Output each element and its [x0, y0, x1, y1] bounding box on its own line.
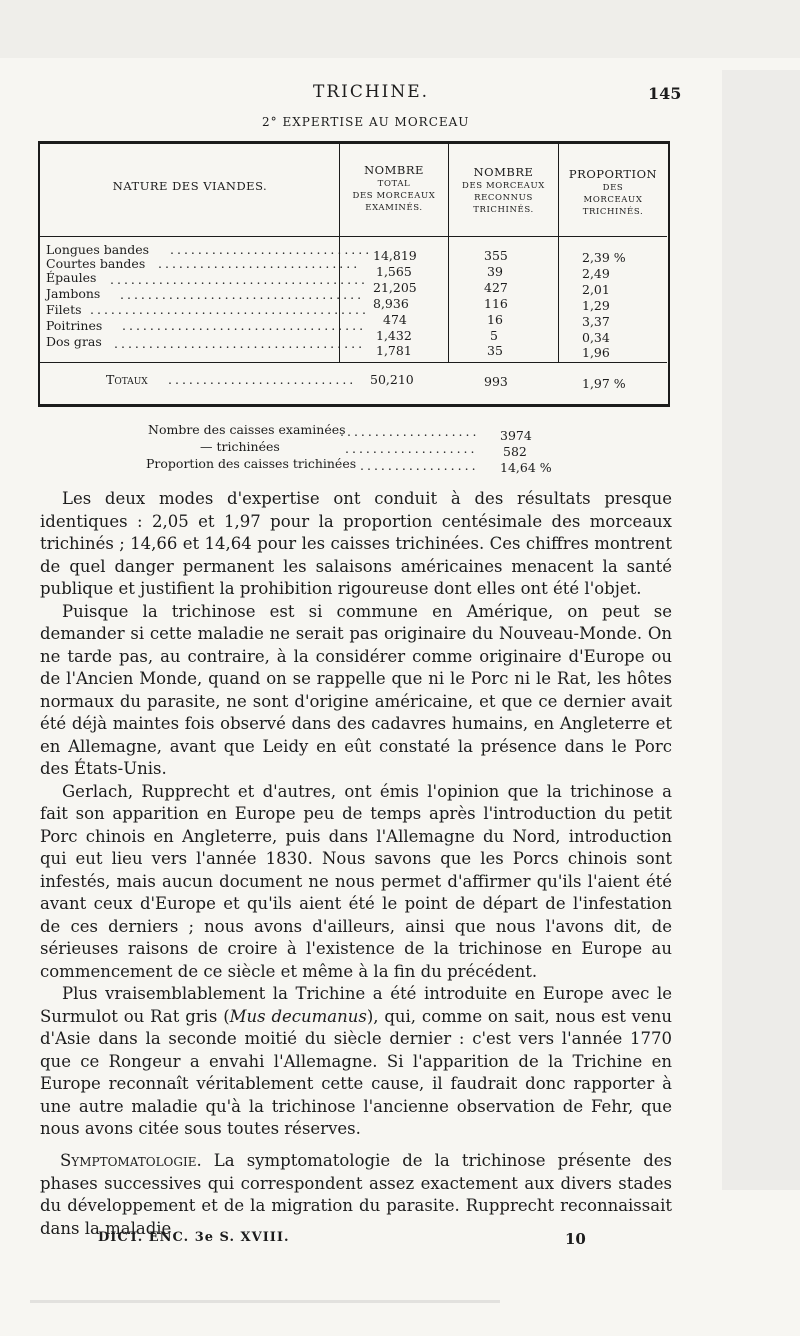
cell-proportion: 3,37 — [582, 314, 610, 329]
header-nature: NATURE DES VIANDES. — [112, 179, 268, 193]
leader-dots: ................. — [360, 458, 479, 473]
summary-value: 3974 — [500, 428, 532, 443]
summary-label: — trichinées — [200, 439, 280, 454]
leader-dots: ............................. — [158, 256, 361, 271]
leader-dots: ................................... — [122, 318, 367, 333]
page-number: 145 — [648, 84, 682, 103]
totals-total: 50,210 — [370, 372, 414, 387]
cell-trichines: 5 — [490, 328, 498, 343]
cell-trichines: 39 — [487, 264, 503, 279]
header-total-sub: TOTAL DES MORCEAUX EXAMINÉS. — [352, 179, 436, 213]
paragraph-text: Plus vraisemblablement la Trichine a été introduite en Europe avec le Surmulot ou Rat gris ( — [40, 984, 672, 1026]
cell-proportion: 1,29 — [582, 298, 610, 313]
sheet-number: 10 — [565, 1230, 586, 1248]
summary-value: 14,64 % — [500, 460, 552, 475]
cell-proportion: 1,96 — [582, 345, 610, 360]
cell-total: 1,565 — [376, 264, 412, 279]
cell-total: 1,781 — [376, 343, 412, 358]
cell-total: 14,819 — [373, 248, 417, 263]
paragraph — [40, 983, 672, 1141]
totals-trichines: 993 — [484, 374, 508, 389]
data-table — [38, 141, 670, 407]
paragraph-text: ), qui, comme on sait, nous est venu d'Asie dans la seconde moitié du siècle dernier : c'est vers l'année 1770 que ce Rongeur a envahi l'Allemagne. Si l'apparition de la Trichine en Europe reconnaît véritablement cette cause, il faudrait donc rapporter à une autre maladie qu'à la trichinose l'ancienne observation de Fehr, que nous avons citée sous toutes réserves. — [40, 1006, 673, 1138]
leader-dots: ........................... — [168, 372, 357, 387]
row-label: Poitrines — [46, 318, 103, 333]
cell-total: 474 — [383, 312, 407, 327]
paragraph: Puisque la trichinose est si commune en Amérique, on peut se demander si cette maladie ne serait pas originaire du Nouveau-Monde. On ne tarde pas, au contraire, à la considérer comme originaire d'Europe ou de l'Ancien Monde, quand on se rappelle que ni le Porc ni le Rat, les hôtes normaux du parasite, ne sont d'origine américaine, et que ce dernier avait été déjà maintes fois observé dans des cadavres humains, en Angleterre et en Allemagne, avant que Leidy en eût constaté la présence dans le Porc des États-Unis. — [40, 601, 672, 778]
paragraph-text: La symptomatologie de la trichinose présente des phases successives qui correspondent assez exactement aux divers stades du développement et de la migration du parasite. Rupprecht reconnaissait dans la maladie — [40, 1151, 672, 1238]
row-label: Longues bandes — [46, 242, 150, 257]
symptomatology-section — [40, 1150, 672, 1240]
cell-trichines: 116 — [484, 296, 508, 311]
summary-value: 582 — [503, 444, 527, 459]
cell-proportion: 2,49 — [582, 266, 610, 281]
totals-label: Totaux — [106, 372, 148, 387]
leader-dots: .................................... — [114, 336, 366, 351]
leader-dots: ................... — [345, 441, 478, 456]
cell-proportion: 0,34 — [582, 330, 610, 345]
cell-total: 21,205 — [373, 280, 417, 295]
header-reconnus-main: NOMBRE — [473, 165, 534, 179]
cell-trichines: 35 — [487, 343, 503, 358]
paragraph: Gerlach, Rupprecht et d'autres, ont émis l'opinion que la trichinose a fait son apparition en Europe peu de temps après l'introduction du petit Porc chinois en Angleterre, puis dans l'Allemagne du Nord, introduction qui eut lieu vers l'année 1830. Nous savons que les Porcs chinois sont infestés, mais aucun document ne nous permet d'affirmer qu'ils l'aient été avant ceux d'Europe et qu'ils aient été le point de départ de l'infestation de ces derniers ; nous avons d'ailleurs, ainsi que nous l'avons dit, de sérieuses raisons de croire à l'existence de la trichinose en Europe au commencement de ce siècle et même à la fin du précédent. — [40, 781, 672, 981]
leader-dots: .................... — [340, 424, 480, 439]
row-label: Filets — [46, 302, 82, 317]
row-label: Épaules — [46, 270, 97, 285]
leader-dots: ..................................... — [110, 272, 369, 287]
cell-total: 1,432 — [376, 328, 412, 343]
scan-noise-bottom — [30, 1300, 500, 1303]
header-proportion-main: PROPORTION — [568, 167, 658, 181]
row-label: Jambons — [46, 286, 101, 301]
printer-signature: DICT. ENC. 3e S. XVIII. — [98, 1230, 290, 1245]
body-text — [40, 488, 672, 1141]
cell-proportion: 2,01 — [582, 282, 610, 297]
scan-noise-top — [0, 0, 800, 58]
totals-proportion: 1,97 % — [582, 376, 626, 391]
cell-trichines: 427 — [484, 280, 508, 295]
paragraph — [40, 1150, 672, 1240]
totals-rule — [40, 362, 667, 363]
section-heading: 2° EXPERTISE AU MORCEAU — [262, 115, 470, 129]
header-rule — [40, 236, 667, 237]
header-total-main: NOMBRE — [364, 163, 424, 177]
paragraph: Les deux modes d'expertise ont conduit à des résultats presque identiques : 2,05 et 1,97 pour la proportion centésimale des morceaux trichinés ; 14,66 et 14,64 pour les caisses trichinées. Ces chiffres montrent de quel danger permanent les salaisons américaines menacent la santé publique et justifient la prohibition rigoureuse dont elles ont été l'objet. — [40, 489, 672, 598]
summary-label: Nombre des caisses examinées — [148, 422, 346, 437]
header-reconnus-sub: DES MORCEAUX RECONNUS TRICHINÉS. — [462, 181, 545, 215]
cell-proportion: 2,39 % — [582, 250, 626, 265]
leader-dots: ............................. — [170, 242, 373, 257]
row-label: Dos gras — [46, 334, 102, 349]
running-head — [0, 82, 800, 106]
row-label: Courtes bandes — [46, 256, 146, 271]
leader-dots: ........................................ — [90, 302, 369, 317]
header-proportion-sub: DES MORCEAUX TRICHINÉS. — [582, 183, 644, 217]
cell-total: 8,936 — [373, 296, 409, 311]
running-title: TRICHINE. — [313, 82, 430, 102]
section-lead: Symptomatologie. — [60, 1151, 202, 1170]
summary-label: Proportion des caisses trichinées — [146, 456, 357, 471]
cell-trichines: 355 — [484, 248, 508, 263]
scan-noise-right-edge — [722, 70, 800, 1190]
cell-trichines: 16 — [487, 312, 503, 327]
species-name: Mus decumanus — [229, 1006, 367, 1026]
leader-dots: ................................... — [120, 287, 365, 302]
